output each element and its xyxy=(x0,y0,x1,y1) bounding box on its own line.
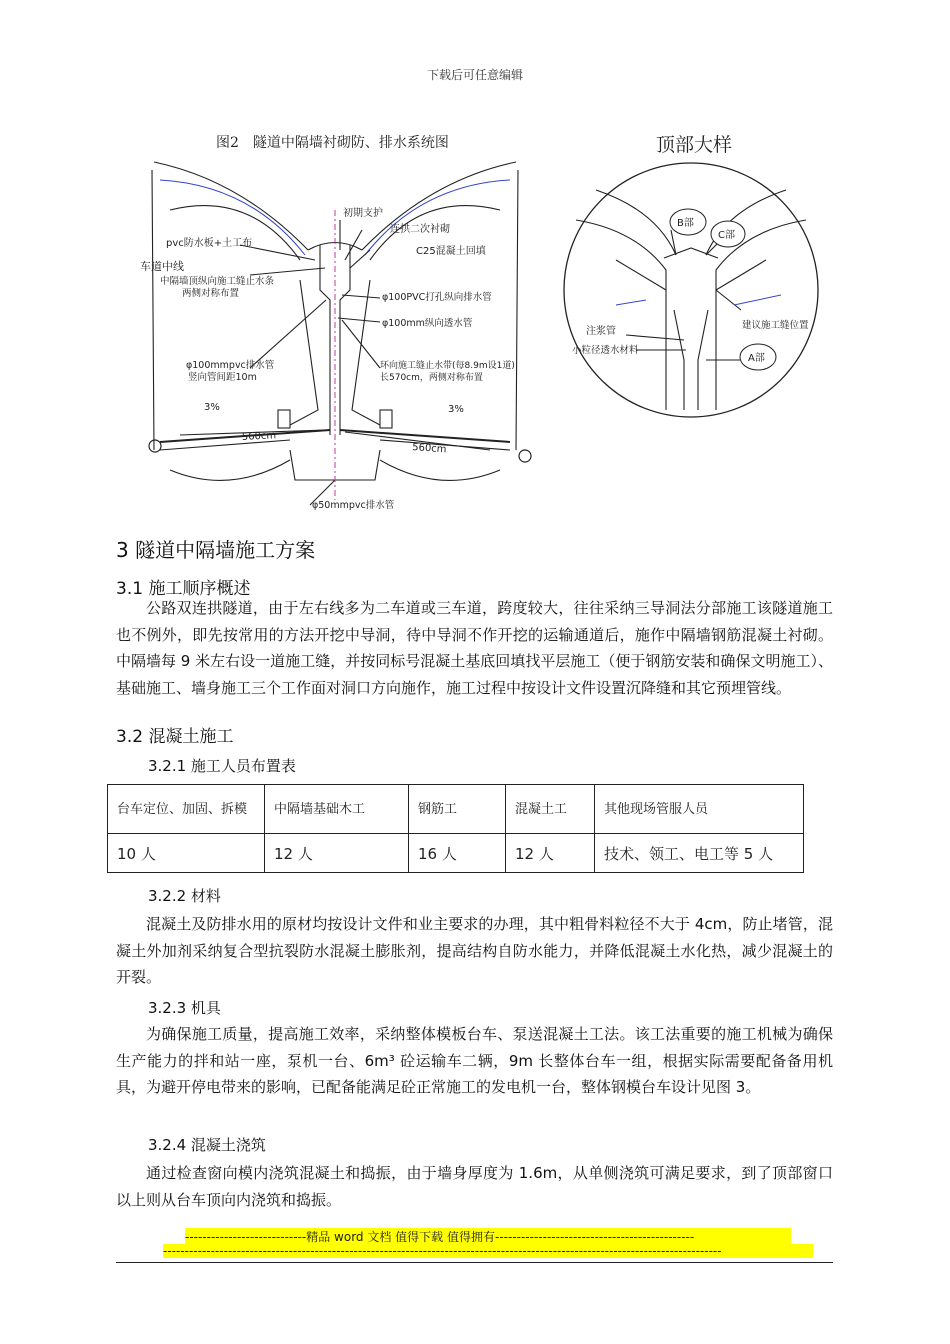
part-c-label: C部 xyxy=(718,230,735,241)
lane-center-label: 车道中线 xyxy=(140,260,184,273)
backfill-label: C25混凝土回填 xyxy=(416,246,486,257)
footer-rule xyxy=(116,1262,833,1263)
section-3-2-3-body: 为确保施工质量，提高施工效率，采纳整体模板台车、泵送混凝土工法。该工法重要的施工机械为确保生产能力的拌和站一座，泵机一台、6m³ 砼运输车二辆，9m 长整体台车一组，根据实际需要配备备用机具，为避开停电带来的影响，已配备能满足砼正常施工的发电机一台，整体钢模台车设计见图 3。 xyxy=(116,1025,833,1096)
header-note: 下载后可任意编辑 xyxy=(426,68,523,82)
section-3-1-body: 公路双连拱隧道，由于左右线多为二车道或三车道，跨度较大，往往采纳三导洞法分部施工该隧道施工也不例外，即先按常用的方法开挖中导洞，待中导洞不作开挖的运输通道后，施作中隔墙钢筋混凝土衬砌。中隔墙每 9 米左右设一道施工缝，并按同标号混凝土基底回填找平层施工（便于钢筋安装和确保文明施工）、基础施工、墙身施工三个工作面对洞口方向施作，施工过程中按设计文件设置沉降缝和其它预埋管线。 xyxy=(116,599,833,697)
section-3-heading: 3 隧道中隔墙施工方案 xyxy=(116,538,316,562)
figure-title: 图2 隧道中隔墙衬砌防、排水系统图 xyxy=(216,135,449,151)
section-3-2-3-heading: 3.2.3 机具 xyxy=(148,999,221,1017)
tunnel-section-drawing xyxy=(130,150,540,520)
section-3-2-2-body: 混凝土及防排水用的原材均按设计文件和业主要求的办理，其中粗骨料粒径不大于 4cm，防止堵管，混凝土外加剂采纳复合型抗裂防水混凝土膨胀剂，提高结构自防水能力，并降低混凝土水化热，减少混凝土的开裂。 xyxy=(116,915,833,986)
water-stop-label-2: 两侧对称布置 xyxy=(182,288,240,299)
ring-joint-label-2: 长570cm，两侧对称布置 xyxy=(380,373,483,383)
left-outer-arch xyxy=(154,162,308,250)
section-3-2-heading: 3.2 混凝土施工 xyxy=(116,727,234,747)
double-lining-label: 连拱二次衬砌 xyxy=(390,224,450,235)
part-a-label: A部 xyxy=(748,353,765,364)
detail-drawing xyxy=(556,160,826,420)
slope-right-label: 3% xyxy=(448,404,464,415)
table-header-cell: 其他现场管服人员 xyxy=(595,785,804,834)
slope-left-label: 3% xyxy=(204,402,220,413)
water-stop-label: 中隔墙顶纵向施工缝止水条 xyxy=(160,276,275,287)
perm-pipe-label: φ100mm纵向透水管 xyxy=(382,318,473,329)
table-cell: 12 人 xyxy=(265,834,409,873)
section-3-2-4-body: 通过检查窗向模内浇筑混凝土和捣振，由于墙身厚度为 1.6m，从单侧浇筑可满足要求，到了顶部窗口以上则从台车顶向内浇筑和捣振。 xyxy=(116,1164,833,1209)
table-row xyxy=(108,834,804,873)
drain-pipe-label: φ100mmpvc排水管 xyxy=(186,360,275,371)
grout-pipe-label: 注浆管 xyxy=(586,326,616,337)
table-header-cell: 中隔墙基础木工 xyxy=(265,785,409,834)
section-3-2-2-heading: 3.2.2 材料 xyxy=(148,887,221,905)
joint-position-label: 建议施工缝位置 xyxy=(742,320,809,331)
drain-pipe-label-2: 竖向管间距10m xyxy=(188,372,257,383)
width-left-label: 560cm xyxy=(241,430,277,443)
table-cell: 10 人 xyxy=(108,834,265,873)
table-header-cell: 台车定位、加固、拆模 xyxy=(108,785,265,834)
footer-banner-line-1: ----------------------------精品 word 文档 值得下载 值得拥有---------------------------------------------- xyxy=(185,1228,791,1245)
pvc-pipe-label: φ100PVC打孔纵向排水管 xyxy=(382,292,492,303)
table-cell: 16 人 xyxy=(409,834,506,873)
table-header-row xyxy=(108,785,804,834)
table-cell: 技术、领工、电工等 5 人 xyxy=(595,834,804,873)
section-3-2-1-heading: 3.2.1 施工人员布置表 xyxy=(148,757,296,775)
bottom-pipe-label: φ50mmpvc排水管 xyxy=(312,500,395,511)
ring-joint-label: 环向施工缝止水带(每8.9m设1道) xyxy=(380,361,515,371)
table-header-cell: 钢筋工 xyxy=(409,785,506,834)
section-3-2-4-heading: 3.2.4 混凝土浇筑 xyxy=(148,1136,266,1154)
part-b-label: B部 xyxy=(677,218,694,229)
right-outer-arch xyxy=(362,162,516,250)
gravel-label: 小粒径透水材料 xyxy=(572,345,639,356)
section-3-1-heading: 3.1 施工顺序概述 xyxy=(116,579,251,599)
footer-banner-line-2: --------------------------------------------------------------------------------------------------------------------------------- xyxy=(163,1244,813,1258)
table-cell: 12 人 xyxy=(506,834,595,873)
initial-support-label: 初期支护 xyxy=(343,208,383,219)
membrane-label: pvc防水板+土工布 xyxy=(166,238,253,249)
width-right-label: 560cm xyxy=(411,442,447,456)
table-header-cell: 混凝土工 xyxy=(506,785,595,834)
detail-title: 顶部大样 xyxy=(656,134,733,156)
staff-table xyxy=(107,784,804,873)
